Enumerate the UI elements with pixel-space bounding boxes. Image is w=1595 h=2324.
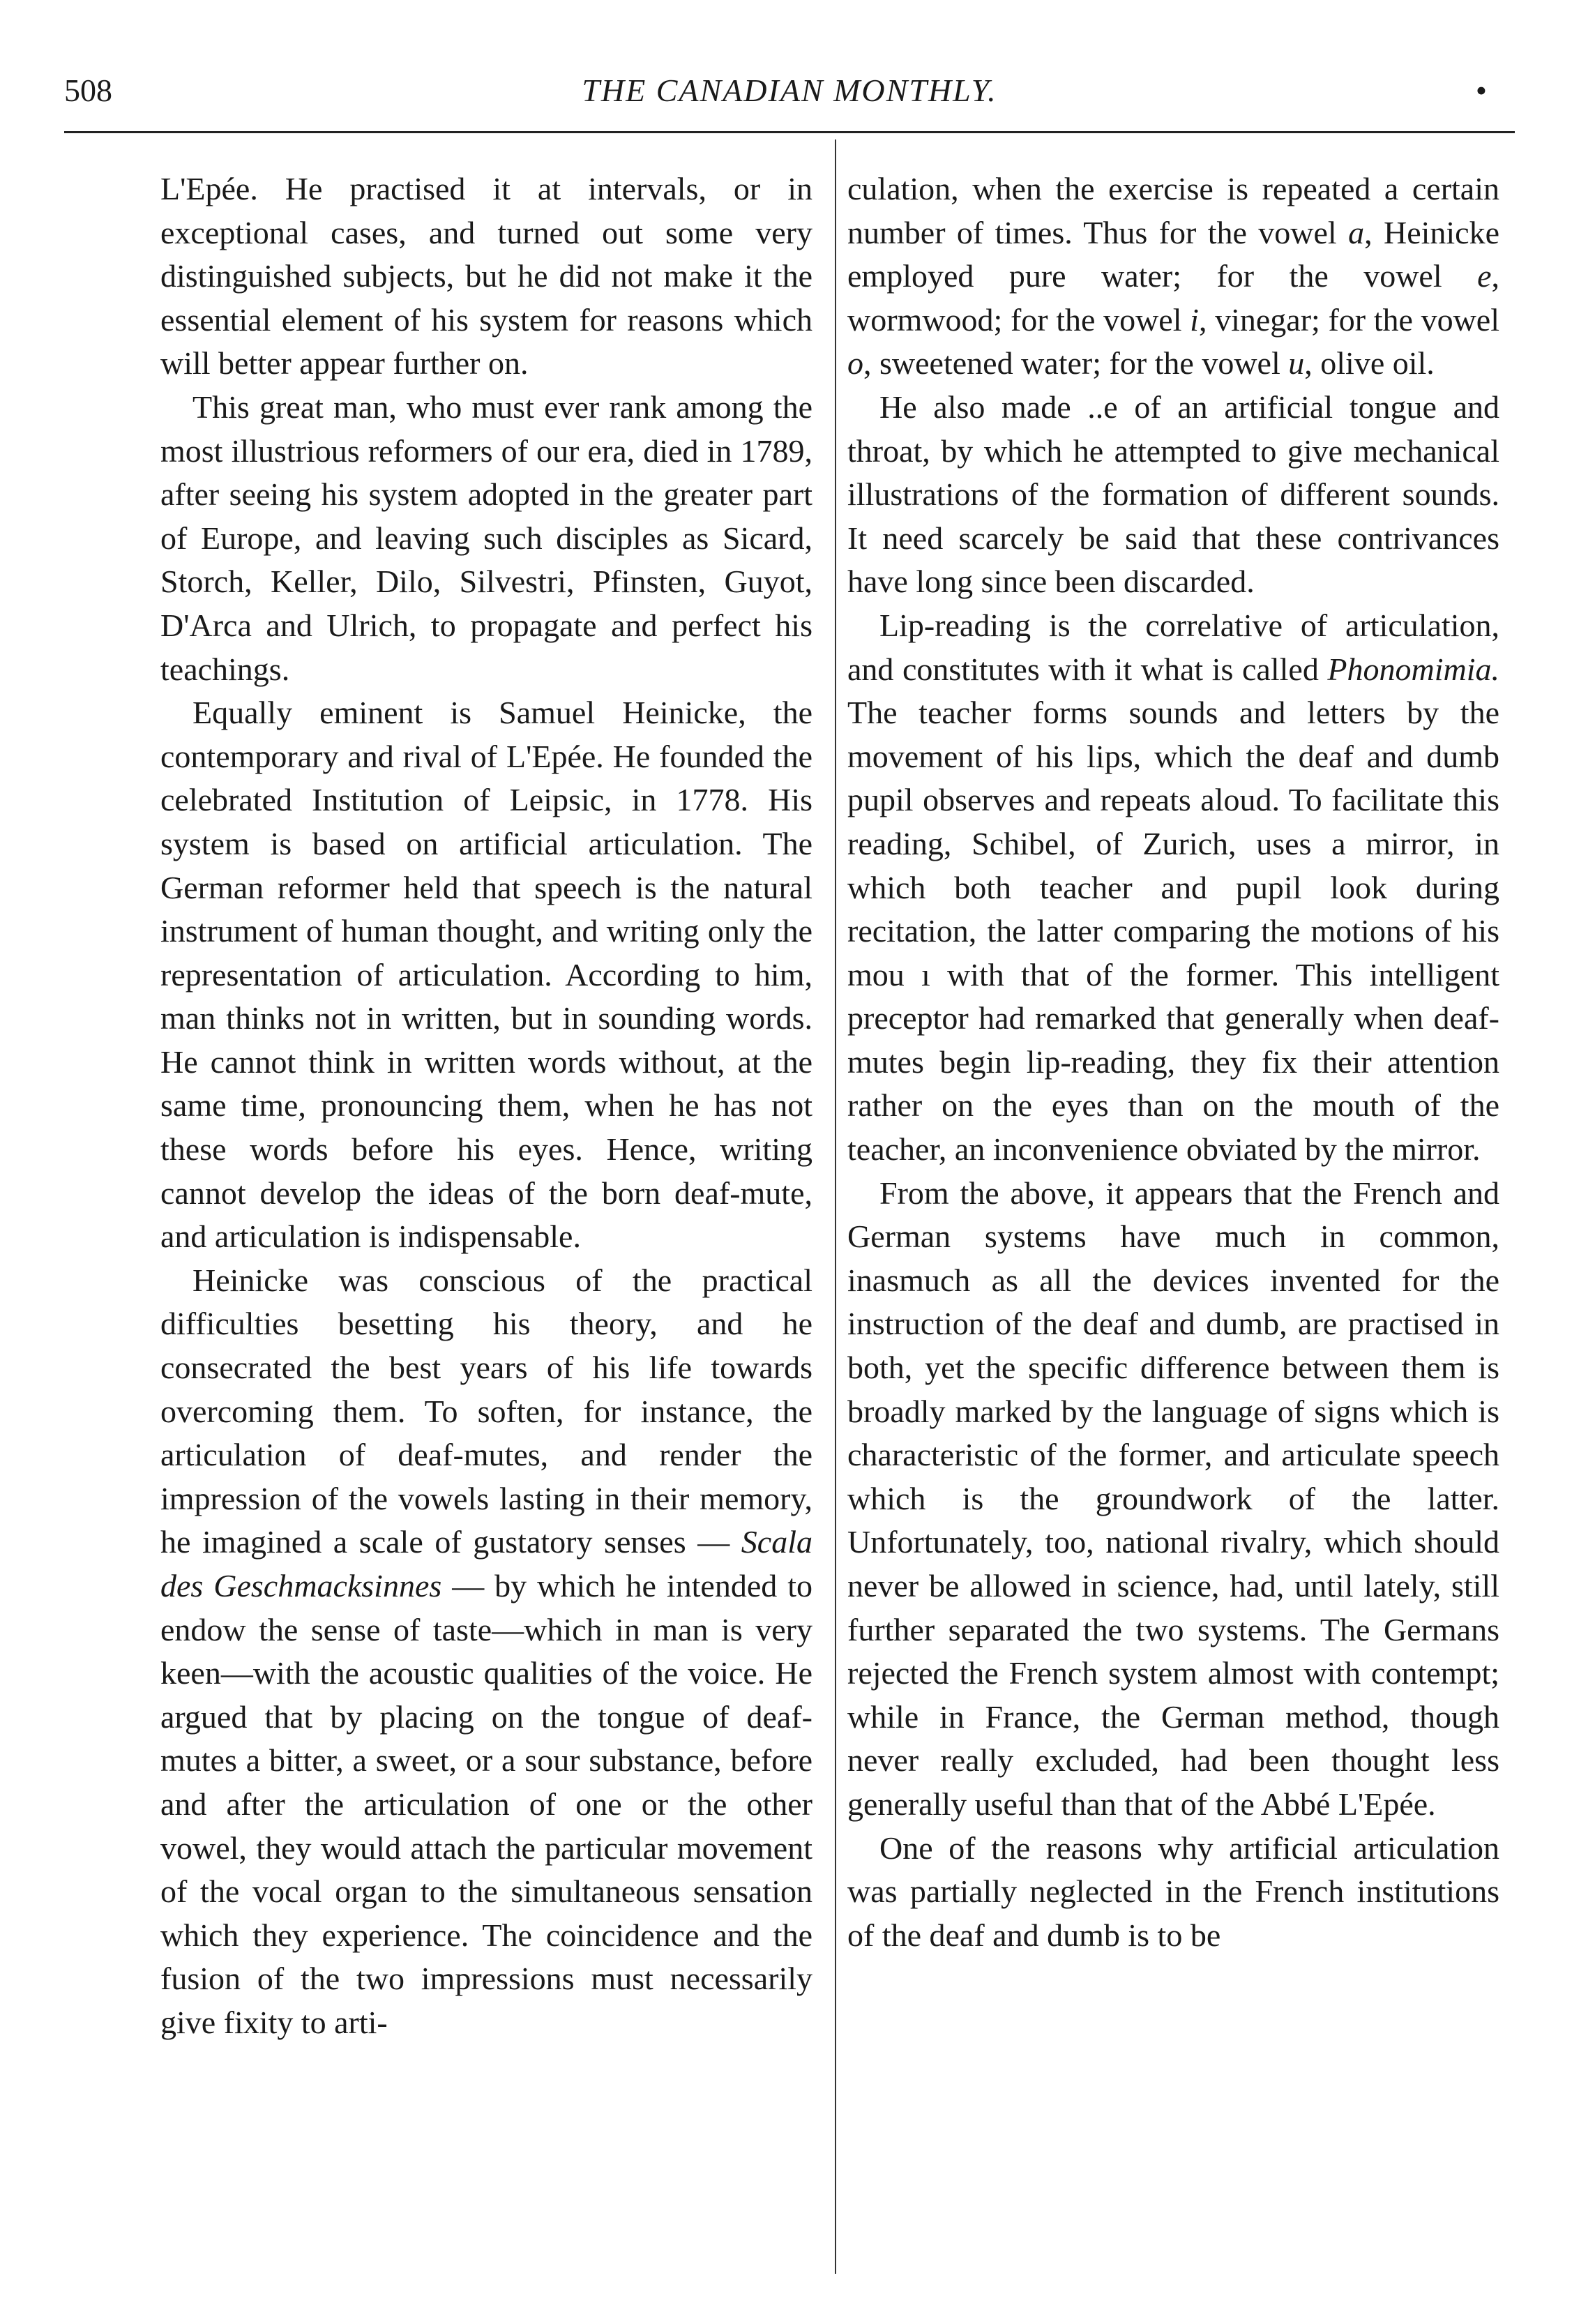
- text-run: , wormwood; for the vowel: [847, 258, 1499, 338]
- text-run: , vinegar; for the vowel: [1198, 301, 1499, 338]
- right-column: [847, 167, 1499, 1957]
- italic-term: Scala des Geschmacksinnes: [160, 1524, 812, 1604]
- column-divider: [835, 139, 836, 2274]
- page-header: [64, 70, 1515, 119]
- text-run: , sweetened water; for the vowel: [863, 345, 1289, 382]
- paragraph: Equally eminent is Samuel Heinicke, the contemporary and rival of L'Epée. He founded the celebrated Institution of Leipsic, in 1778. His system is based on artificial articulation. The German reformer held that speech is the natural instrument of human thought, and writing only the representation of articulation. According to him, man thinks not in written, but in sounding words. He cannot think in written words without, at the same time, pronouncing them, when he has not these words before his eyes. Hence, writing cannot develop the ideas of the born deaf-mute, and articulation is indispensable.: [160, 695, 812, 1255]
- paragraph: [847, 167, 1499, 386]
- paragraph: He also made ..e of an artificial tongue and throat, by which he attempted to give mechanical illustrations of the formation of different sounds. It need scarcely be said that these contrivances have long since been discarded.: [847, 388, 1499, 600]
- italic-vowel: u: [1288, 345, 1305, 382]
- paragraph: This great man, who must ever rank among the most illustrious reformers of our era, died in 1789, after seeing his system adopted in the greater part of Europe, and leaving such disciples as Sicard, Storch, Keller, Dilo, Silvestri, Pfinsten, Guyot, D'Arca and Ulrich, to propagate and perfect his teachings.: [160, 388, 812, 687]
- italic-vowel: a: [1348, 214, 1365, 250]
- text-run: — by which he intended to endow the sense of taste—which in man is very keen—with the acoustic qualities of the voice. He argued that by placing on the tongue of deaf-mutes a bitter, a sweet, or a sour substance, before and after the articulation of one or the other vowel, they would attach the particular movement of the vocal organ to the simultaneous sensation which they experience. The coincidence and the fusion of the two impressions must necessarily give fixity to arti-: [160, 1568, 812, 2040]
- paragraph: One of the reasons why artificial articulation was partially neglected in the French institutions of the deaf and dumb is to be: [847, 1829, 1499, 1953]
- italic-term: Phonomimia.: [1327, 651, 1499, 687]
- header-mark: •: [1475, 73, 1487, 108]
- running-title: THE CANADIAN MONTHLY.: [582, 73, 997, 108]
- text-run: Lip-reading is the correlative of articulation, and constitutes with it what is called: [847, 607, 1499, 687]
- text-run: , olive oil.: [1304, 345, 1435, 382]
- text-run: The teacher forms sounds and letters by the movement of his lips, which the deaf and dumb pupil observes and repeats aloud. To facilitate this reading, Schibel, of Zurich, uses a mirror, in which both teacher and pupil look during recitation, the latter comparing the motions of his mou ı with that of the former. This intelligent preceptor had remarked that generally when deaf-mutes begin lip-reading, they fix their attention rather on the eyes than on the mouth of the teacher, an inconvenience obviated by the mirror.: [847, 695, 1499, 1168]
- paragraph: [847, 604, 1499, 1172]
- left-column: [160, 167, 812, 2045]
- paragraph: From the above, it appears that the French and German systems have much in common, inasmuch as all the devices invented for the instruction of the deaf and dumb, are practised in both, yet the specific difference between them is broadly marked by the language of signs which is characteristic of the former, and articulate speech which is the groundwork of the latter. Unfortunately, too, national rivalry, which should never be allowed in science, had, until lately, still further separated the two systems. The Germans rejected the French system almost with contempt; while in France, the German method, though never really excluded, had been thought less generally useful than that of the Abbé L'Epée.: [847, 1175, 1499, 1822]
- paragraph: [160, 1259, 812, 2045]
- italic-vowel: i: [1190, 301, 1199, 338]
- text-run: , Heinicke employed pure water; for the vowel: [847, 214, 1500, 294]
- paragraph: L'Epée. He practised it at intervals, or in exceptional cases, and turned out some very distinguished subjects, but he did not make it the essential element of his system for reasons which will better appear further on.: [160, 171, 812, 382]
- italic-vowel: o: [847, 345, 863, 382]
- page-number: 508: [64, 73, 112, 108]
- italic-vowel: e: [1477, 258, 1492, 294]
- header-rule: [64, 131, 1515, 133]
- text-run: culation, when the exercise is repeated a certain number of times. Thus for the vowel: [847, 171, 1499, 250]
- text-run: Heinicke was conscious of the practical difficulties besetting his theory, and he consecrated the best years of his life towards overcoming them. To soften, for instance, the articulation of deaf-mutes, and render the impression of the vowels lasting in their memory, he imagined a scale of gustatory senses —: [160, 1262, 812, 1560]
